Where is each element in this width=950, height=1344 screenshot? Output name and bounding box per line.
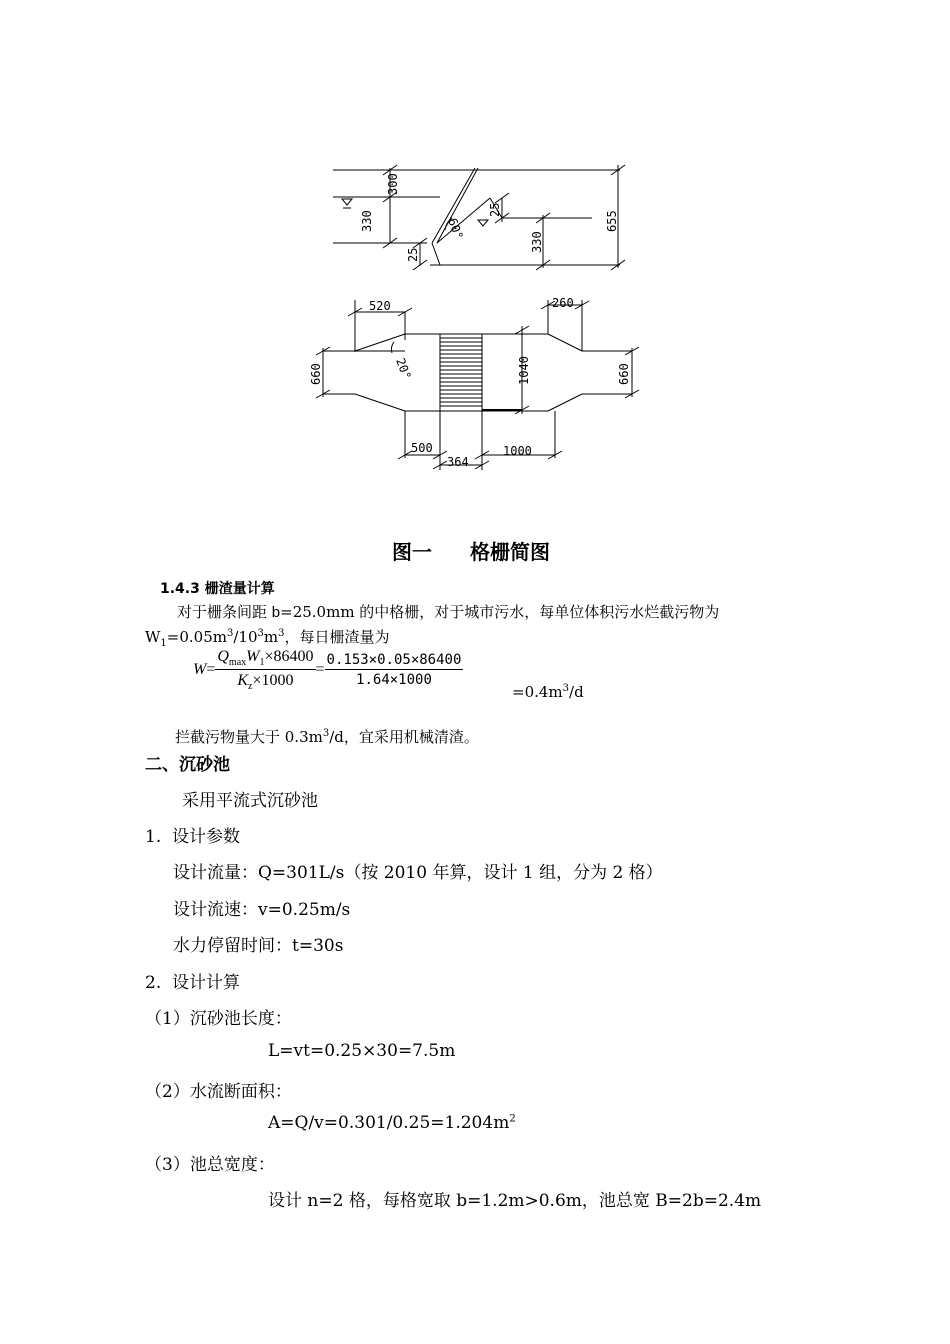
dim-500: 500 (411, 441, 433, 455)
formula-eq2: = (315, 660, 325, 678)
formula-w1: W (246, 648, 260, 665)
figure-caption-title: 格栅简图 (470, 540, 550, 564)
paragraph-mechanical-cleaning (175, 726, 479, 747)
formula-fraction-1 (215, 648, 315, 692)
calc1-formula: L=vt=0.25×30=7.5m (268, 1041, 456, 1061)
para1-text-a: 对于栅条间距 (177, 603, 272, 621)
para2-sub: 1 (160, 638, 167, 649)
formula-num1-tail: ×86400 (264, 648, 314, 665)
formula-k: K (237, 672, 249, 690)
formula-result-a: =0.4m (512, 683, 563, 701)
para1-text-b: b (271, 604, 281, 621)
para2-b: =0.05m (166, 628, 227, 646)
para1-text-c: =25.0mm 的中格栅，对于城市污水，每单位体积污水烂截污物为 (280, 603, 720, 621)
para2-sup2: 3 (257, 628, 264, 639)
list-item-design-calc: 2. 设计计算 (145, 973, 241, 993)
calc3-label: （3）池总宽度： (145, 1155, 275, 1175)
figure-caption-number: 图一 (392, 540, 432, 564)
section-view (333, 165, 625, 270)
dim-660-left: 660 (309, 363, 323, 385)
para2-w: W (145, 628, 161, 646)
grille-diagram (0, 0, 950, 500)
formula-eq1: = (206, 660, 216, 678)
dim-364: 364 (447, 455, 469, 469)
section-heading-grit-chamber: 二、沉砂池 (145, 755, 230, 775)
para2-sup3: 3 (278, 628, 285, 639)
formula-fraction-2 (325, 652, 464, 688)
para2-sup1: 3 (227, 628, 234, 639)
dim-260: 260 (552, 296, 574, 310)
calc1-label: （1）沉砂池长度： (145, 1009, 292, 1029)
grille-bars (440, 338, 482, 406)
figure-caption (392, 536, 550, 565)
section-heading-143: 1.4.3 栅渣量计算 (160, 581, 275, 597)
para2-e: ，每日栅渣量为 (284, 628, 390, 646)
para2-d: m (263, 628, 279, 646)
dim-330-right: 330 (530, 231, 544, 253)
dim-25-left: 25 (406, 247, 420, 262)
calc2-formula-sup: 2 (509, 1113, 516, 1125)
para2-c: /10 (233, 628, 258, 646)
grit-chamber-intro: 采用平流式沉砂池 (182, 791, 318, 811)
formula-lhs: W (193, 660, 207, 678)
screenings-formula (193, 648, 463, 692)
list-item-design-params: 1. 设计参数 (145, 827, 241, 847)
formula-num2: 0.153×0.05×86400 (326, 652, 462, 669)
plan-view (316, 300, 639, 470)
formula-den1-tail: ×1000 (252, 672, 294, 690)
calc3-formula: 设计 n=2 格，每格宽取 b=1.2m>0.6m，池总宽 B=2b=2.4m (268, 1191, 762, 1211)
formula-w1-sub: 1 (259, 657, 265, 669)
angle-20: 20° (393, 356, 414, 382)
angle-60: 60° (445, 216, 466, 242)
dim-1000: 1000 (503, 444, 532, 458)
formula-den2: 1.64×1000 (356, 672, 432, 689)
para3-a: 拦截污物量大于 0.3m (175, 728, 323, 746)
paragraph-screen-spacing (177, 601, 719, 622)
formula-q: Q (217, 648, 229, 665)
retention-time: 水力停留时间：t=30s (173, 936, 344, 956)
para3-b: /d，宜采用机械清渣。 (329, 728, 479, 746)
dim-300: 300 (386, 173, 400, 195)
dim-25-mid: 25 (488, 202, 502, 217)
formula-result (512, 683, 584, 701)
formula-result-sup: 3 (562, 683, 570, 694)
para3-sup: 3 (322, 728, 330, 739)
design-velocity: 设计流速：v=0.25m/s (173, 900, 351, 920)
calc2-formula (268, 1113, 516, 1133)
paragraph-screenings-volume (145, 626, 390, 649)
formula-k-sub: z (248, 681, 253, 693)
dim-520: 520 (369, 299, 391, 313)
dim-330-left: 330 (360, 210, 374, 232)
dim-655: 655 (605, 210, 619, 232)
formula-result-b: /d (569, 683, 584, 701)
calc2-formula-text: A=Q/v=0.301/0.25=1.204m (268, 1113, 510, 1133)
design-flow: 设计流量：Q=301L/s（按 2010 年算，设计 1 组，分为 2 格） (173, 863, 663, 883)
dim-1040: 1040 (517, 356, 531, 385)
formula-q-sub: max (228, 657, 247, 669)
calc2-label: （2）水流断面积： (145, 1082, 292, 1102)
dim-660-right: 660 (617, 363, 631, 385)
